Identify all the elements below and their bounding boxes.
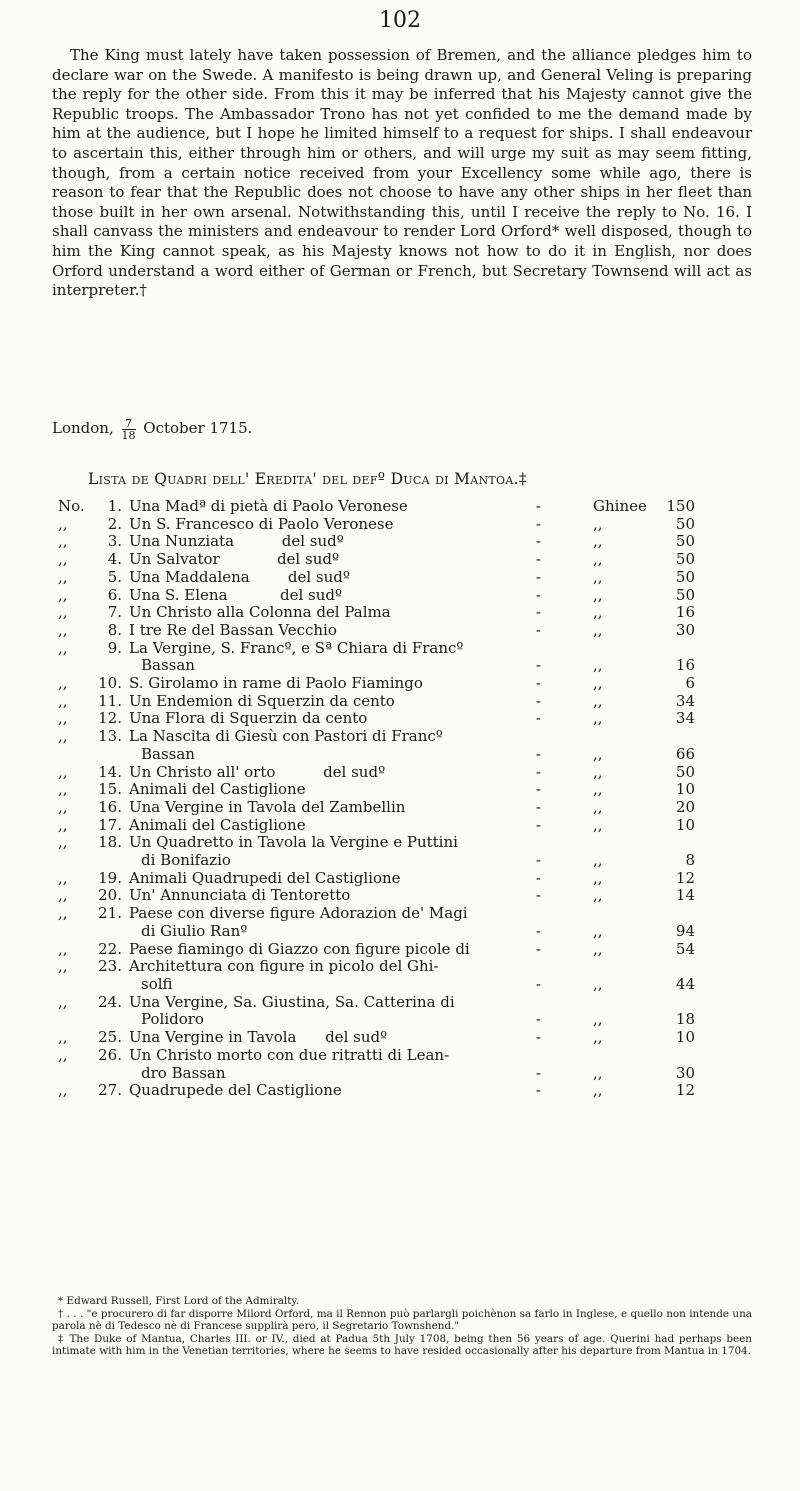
item-description-line: Animali Quadrupedi del Castiglione [129, 868, 401, 887]
item-value: 12 [675, 1081, 695, 1100]
item-ditto: ,, [58, 992, 68, 1011]
item-description-line: Una Maddalena del sudº [129, 567, 350, 586]
item-value: 10 [675, 1028, 695, 1047]
item-description-line: Un S. Francesco di Paolo Veronese [129, 514, 394, 533]
item-ditto: ,, [58, 674, 68, 693]
item-description [129, 622, 547, 640]
item-description-line: Una Madª di pietà di Paolo Veronese [129, 497, 408, 515]
item-description-line: Quadrupede del Castiglione [129, 1081, 342, 1100]
page-number: 102 [379, 8, 421, 33]
list-title [88, 470, 527, 488]
item-ditto: ,, [58, 550, 68, 569]
item-value: 14 [675, 886, 695, 905]
list-item [58, 551, 738, 569]
date-numerator: 7 [122, 418, 136, 430]
list-item [58, 817, 738, 835]
item-number: 27. [98, 1081, 122, 1100]
item-currency: ,, [593, 691, 603, 710]
item-number: 12. [98, 709, 122, 728]
item-currency: ,, [593, 939, 603, 958]
leader-dash: - [535, 921, 541, 940]
item-ditto: ,, [58, 833, 68, 852]
item-value: 6 [685, 674, 695, 693]
item-description-line: Una Vergine in Tavola del sudº [129, 1028, 388, 1047]
leader-dash: - [535, 709, 541, 728]
item-description [129, 799, 547, 817]
list-item [58, 728, 738, 763]
item-value: 50 [675, 567, 695, 586]
footnote: † . . . "e procurero di far disporre Milord Orford, ma il Rennon può parlargli poichènon sa farlo in Inglese, e quello non intende una parola nè di Tedesco nè di Francese supplirà pero, il Segretario Townshend." [52, 1307, 752, 1333]
list-item [58, 498, 738, 516]
item-description-line: solfi [141, 974, 173, 993]
list-item [58, 994, 738, 1029]
leader-dash: - [535, 868, 541, 887]
item-value: 8 [685, 851, 695, 870]
item-description [129, 533, 547, 551]
item-value: 34 [675, 691, 695, 710]
list-item [58, 834, 738, 869]
item-number: 17. [98, 815, 122, 834]
item-currency: ,, [593, 550, 603, 569]
list-item [58, 905, 738, 940]
date-denominator: 18 [121, 428, 136, 442]
list-item [58, 887, 738, 905]
item-description-line: Polidoro [141, 1010, 204, 1029]
item-description-line: I tre Re del Bassan Vecchio [129, 620, 337, 639]
item-description [129, 675, 547, 693]
item-ditto: ,, [58, 1045, 68, 1064]
item-number: 16. [98, 797, 122, 816]
leader-dash: - [535, 550, 541, 569]
item-description [129, 498, 547, 516]
leader-dash: - [535, 497, 541, 515]
item-ditto: ,, [58, 815, 68, 834]
item-value: 44 [675, 974, 695, 993]
item-description-line: Paese con diverse figure Adorazion de' Magi [129, 904, 468, 923]
item-ditto: ,, [58, 1081, 68, 1100]
item-description-line: Bassan [141, 656, 195, 675]
item-number: 23. [98, 957, 122, 976]
item-description-line: Bassan [141, 744, 195, 763]
item-description-line: Animali del Castiglione [129, 815, 306, 834]
item-description [129, 693, 547, 711]
item-number: 11. [98, 691, 122, 710]
item-number: 7. [107, 603, 122, 622]
item-description [129, 834, 547, 869]
item-value: 50 [675, 550, 695, 569]
item-description [129, 905, 547, 940]
leader-dash: - [535, 1010, 541, 1029]
list-item [58, 799, 738, 817]
item-description [129, 994, 547, 1029]
list-item [58, 533, 738, 551]
list-item [58, 640, 738, 675]
leader-dash: - [535, 815, 541, 834]
item-value: 50 [675, 762, 695, 781]
item-value: 18 [675, 1010, 695, 1029]
item-number: 22. [98, 939, 122, 958]
leader-dash: - [535, 886, 541, 905]
item-number: 26. [98, 1045, 122, 1064]
item-description [129, 764, 547, 782]
item-description-line: Una Vergine in Tavola del Zambellin [129, 797, 406, 816]
item-ditto: ,, [58, 886, 68, 905]
item-currency: ,, [593, 656, 603, 675]
item-ditto: ,, [58, 691, 68, 710]
item-currency: ,, [593, 762, 603, 781]
item-ditto: ,, [58, 797, 68, 816]
list-item [58, 1082, 738, 1100]
item-number: 25. [98, 1028, 122, 1047]
item-value: 20 [675, 797, 695, 816]
item-currency: ,, [593, 532, 603, 551]
item-number: 19. [98, 868, 122, 887]
item-description-line: Un Christo all' orto del sudº [129, 762, 386, 781]
item-value: 50 [675, 514, 695, 533]
item-currency: ,, [593, 1063, 603, 1082]
item-currency: ,, [593, 709, 603, 728]
list-item [58, 781, 738, 799]
leader-dash: - [535, 620, 541, 639]
item-value: 66 [675, 744, 695, 763]
date-fraction [122, 418, 136, 441]
item-number: 2. [107, 514, 122, 533]
item-ditto: ,, [58, 514, 68, 533]
item-number: 24. [98, 992, 122, 1011]
item-description-line: Un Quadretto in Tavola la Vergine e Puttini [129, 833, 458, 852]
leader-dash: - [535, 656, 541, 675]
dateline-prefix: London, [52, 419, 114, 437]
item-value: 54 [675, 939, 695, 958]
item-value: 30 [675, 620, 695, 639]
item-number: 14. [98, 762, 122, 781]
item-description [129, 941, 547, 959]
item-ditto: ,, [58, 638, 68, 657]
leader-dash: - [535, 674, 541, 693]
item-ditto: ,, [58, 603, 68, 622]
list-item [58, 870, 738, 888]
item-description [129, 887, 547, 905]
item-description [129, 551, 547, 569]
item-description-line: La Nascita di Giesù con Pastori di Francº [129, 727, 443, 746]
item-description [129, 587, 547, 605]
letter-paragraph [52, 46, 752, 301]
leader-dash: - [535, 797, 541, 816]
item-number: 15. [98, 780, 122, 799]
leader-dash: - [535, 744, 541, 763]
item-number: 21. [98, 904, 122, 923]
item-value: 10 [675, 815, 695, 834]
item-description-line: La Vergine, S. Francº, e Sª Chiara di Francº [129, 638, 464, 657]
item-value: 50 [675, 532, 695, 551]
item-ditto: ,, [58, 780, 68, 799]
item-description [129, 640, 547, 675]
item-description-line: Un Salvator del sudº [129, 550, 340, 569]
item-currency: ,, [593, 620, 603, 639]
list-item [58, 1047, 738, 1082]
item-description-line: Una Nunziata del sudº [129, 532, 344, 551]
list-item [58, 587, 738, 605]
item-ditto: ,, [58, 957, 68, 976]
list-item [58, 622, 738, 640]
list-item [58, 516, 738, 534]
list-item [58, 710, 738, 728]
item-ditto: ,, [58, 585, 68, 604]
item-currency: ,, [593, 868, 603, 887]
painting-list [58, 498, 738, 1100]
list-item [58, 569, 738, 587]
item-number: 5. [107, 567, 122, 586]
item-currency: Ghinee [593, 497, 647, 515]
leader-dash: - [535, 762, 541, 781]
list-title-text: Lista de Quadri dell' Eredita' del defº Duca di Mantoa.‡ [88, 470, 527, 488]
item-description-line: di Giulio Ranº [141, 921, 248, 940]
leader-dash: - [535, 532, 541, 551]
item-ditto: ,, [58, 1028, 68, 1047]
item-description [129, 569, 547, 587]
leader-dash: - [535, 780, 541, 799]
list-item [58, 693, 738, 711]
item-number: 10. [98, 674, 122, 693]
item-currency: ,, [593, 886, 603, 905]
item-description-line: Un Christo alla Colonna del Palma [129, 603, 391, 622]
item-description [129, 604, 547, 622]
item-number: 20. [98, 886, 122, 905]
item-number: 13. [98, 727, 122, 746]
list-item [58, 1029, 738, 1047]
item-description-line: Una Flora di Squerzin da cento [129, 709, 368, 728]
item-value: 12 [675, 868, 695, 887]
item-currency: ,, [593, 815, 603, 834]
item-number: 9. [107, 638, 122, 657]
item-description [129, 710, 547, 728]
item-currency: ,, [593, 851, 603, 870]
item-ditto: ,, [58, 904, 68, 923]
item-description [129, 817, 547, 835]
item-value: 150 [666, 497, 695, 515]
item-ditto: ,, [58, 567, 68, 586]
item-description-line: Un' Annunciata di Tentoretto [129, 886, 351, 905]
item-ditto: ,, [58, 727, 68, 746]
item-description [129, 516, 547, 534]
leader-dash: - [535, 1028, 541, 1047]
leader-dash: - [535, 974, 541, 993]
leader-dash: - [535, 514, 541, 533]
item-number: 3. [107, 532, 122, 551]
item-ditto: ,, [58, 939, 68, 958]
item-description-line: Una Vergine, Sa. Giustina, Sa. Catterina di [129, 992, 455, 1011]
paragraph-text: The King must lately have taken possession of Bremen, and the alliance pledges him to declare war on the Swede. A manifesto is being drawn up, and General Veling is preparing the reply for the other side. From this it may be inferred that his Majesty cannot give the Republic troops. The Ambassador Trono has not yet confided to me the demand made by him at the audience, but I hope he limited himself to a request for ships. I shall endeavour to ascertain this, either through him or others, and will urge my suit as may seem fitting, though, from a certain notice received from your Excellency some while ago, there is reason to fear that the Republic does not choose to have any other ships in her fleet than those built in her own arsenal. Notwithstanding this, until I receive the reply to No. 16. I shall canvass the ministers and endeavour to render Lord Orford* well disposed, though to him the King cannot speak, as his Majesty knows not how to do it in English, nor does Orford understand a word either of German or French, but Secretary Townsend will act as interpreter.† [52, 46, 752, 300]
item-description-line: S. Girolamo in rame di Paolo Fiamingo [129, 674, 423, 693]
list-item [58, 764, 738, 782]
item-description-line: di Bonifazio [141, 851, 231, 870]
item-description-line: dro Bassan [141, 1063, 226, 1082]
footnotes [52, 1295, 752, 1358]
item-description-line: Un Christo morto con due ritratti di Lean- [129, 1045, 450, 1064]
dateline-suffix: October 1715. [143, 419, 253, 437]
item-currency: ,, [593, 780, 603, 799]
item-description [129, 870, 547, 888]
item-description [129, 958, 547, 993]
footnote: * Edward Russell, First Lord of the Admiralty. [58, 1295, 300, 1307]
item-description [129, 781, 547, 799]
item-value: 16 [675, 656, 695, 675]
item-ditto: ,, [58, 762, 68, 781]
item-currency: ,, [593, 797, 603, 816]
item-description-line: Paese fiamingo di Giazzo con figure picole di [129, 939, 470, 958]
item-ditto: ,, [58, 709, 68, 728]
leader-dash: - [535, 603, 541, 622]
item-value: 34 [675, 709, 695, 728]
item-currency: ,, [593, 921, 603, 940]
item-description-line: Architettura con figure in picolo del Ghi- [129, 957, 439, 976]
list-item [58, 941, 738, 959]
item-number: 6. [107, 585, 122, 604]
list-item [58, 675, 738, 693]
item-value: 50 [675, 585, 695, 604]
item-currency: ,, [593, 974, 603, 993]
item-currency: ,, [593, 744, 603, 763]
item-number: 8. [107, 620, 122, 639]
leader-dash: - [535, 567, 541, 586]
leader-dash: - [535, 1081, 541, 1100]
leader-dash: - [535, 1063, 541, 1082]
list-item [58, 958, 738, 993]
list-item [58, 604, 738, 622]
item-currency: ,, [593, 603, 603, 622]
item-currency: ,, [593, 1028, 603, 1047]
item-description-line: Animali del Castiglione [129, 780, 306, 799]
item-number: 1. [107, 497, 122, 515]
item-currency: ,, [593, 514, 603, 533]
item-value: 94 [675, 921, 695, 940]
item-currency: ,, [593, 1010, 603, 1029]
item-ditto: ,, [58, 532, 68, 551]
item-description [129, 1047, 547, 1082]
item-ditto: ,, [58, 620, 68, 639]
item-ditto: ,, [58, 868, 68, 887]
item-currency: ,, [593, 585, 603, 604]
item-value: 10 [675, 780, 695, 799]
item-currency: ,, [593, 567, 603, 586]
item-description-line: Un Endemion di Squerzin da cento [129, 691, 395, 710]
leader-dash: - [535, 691, 541, 710]
dateline [52, 417, 252, 441]
item-value: 30 [675, 1063, 695, 1082]
item-description [129, 1082, 547, 1100]
item-number: 18. [98, 833, 122, 852]
item-currency: ,, [593, 1081, 603, 1100]
item-description [129, 1029, 547, 1047]
leader-dash: - [535, 851, 541, 870]
item-number: 4. [107, 550, 122, 569]
leader-dash: - [535, 585, 541, 604]
item-description [129, 728, 547, 763]
item-currency: ,, [593, 674, 603, 693]
item-ditto: No. [58, 497, 85, 515]
item-value: 16 [675, 603, 695, 622]
leader-dash: - [535, 939, 541, 958]
footnote: ‡ The Duke of Mantua, Charles III. or IV., died at Padua 5th July 1708, being then 56 years of age. Querini had perhaps been intimate with him in the Venetian territories, where he seems to have resided occasionally after his departure from Mantua in 1704. [52, 1332, 752, 1358]
item-description-line: Una S. Elena del sudº [129, 585, 343, 604]
